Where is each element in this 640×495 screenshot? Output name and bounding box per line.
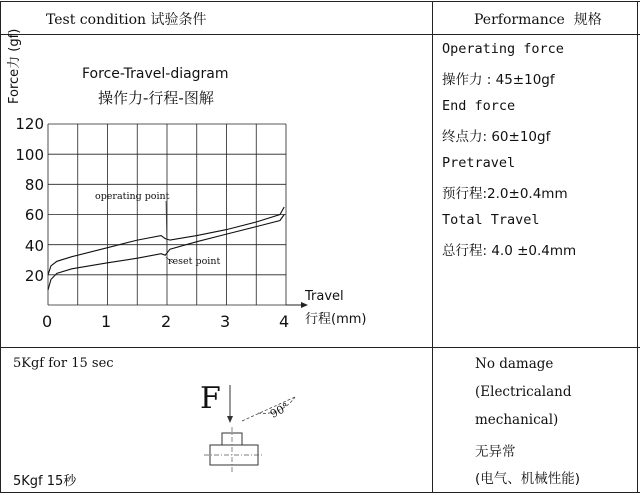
result-mechanical: mechanical)	[475, 412, 559, 428]
column-divider	[432, 1, 433, 493]
pretravel-label: Pretravel	[442, 155, 516, 171]
header-test-condition: Test condition 试验条件	[46, 12, 207, 28]
test2-condition-cn: 5Kgf 15秒	[13, 474, 77, 489]
x-axis-label-cn: 行程(mm)	[305, 312, 367, 327]
y-tick-20: 20	[24, 267, 44, 285]
chart-title: Force-Travel-diagram	[82, 66, 229, 82]
reset-point-label: reset point	[168, 256, 221, 267]
force-test-drawing	[200, 383, 340, 473]
y-tick-80: 80	[24, 176, 44, 194]
y-tick-100: 100	[15, 146, 44, 164]
force-letter-f: F	[200, 381, 221, 416]
header-performance: Performance 规格	[474, 12, 602, 28]
y-tick-120: 120	[15, 115, 44, 133]
result-no-damage: No damage	[475, 356, 554, 372]
result-cn-1: 无异常	[475, 444, 516, 460]
y-axis-label-force: Force力 (gf)	[7, 28, 22, 104]
test2-condition-en: 5Kgf for 15 sec	[13, 356, 114, 371]
total-travel-value: 总行程: 4.0 ±0.4mm	[442, 243, 577, 259]
end-force-value: 终点力: 60±10gf	[442, 129, 551, 145]
row-divider	[0, 347, 640, 348]
x-tick-3: 3	[220, 312, 231, 331]
operating-force-label: Operating force	[442, 41, 564, 57]
x-tick-0: 0	[42, 312, 53, 331]
total-travel-label: Total Travel	[442, 212, 540, 228]
chart-grid	[48, 124, 308, 308]
x-axis-label-travel: Travel	[305, 289, 344, 304]
end-force-label: End force	[442, 98, 516, 114]
result-cn-2: (电气、机械性能)	[475, 471, 581, 487]
x-tick-2: 2	[161, 312, 172, 331]
angle-label: 90°	[268, 400, 292, 421]
table-bottom-border	[0, 492, 640, 493]
table-top-border	[0, 1, 640, 2]
y-tick-40: 40	[24, 237, 44, 255]
result-electrical: (Electricaland	[475, 384, 572, 400]
force-arrow-head	[227, 416, 233, 423]
x-tick-1: 1	[101, 312, 112, 331]
force-curve-2	[48, 215, 284, 290]
x-tick-4: 4	[279, 312, 290, 331]
pretravel-value: 预行程:2.0±0.4mm	[442, 186, 568, 202]
y-tick-60: 60	[24, 206, 44, 224]
chart-subtitle: 操作力-行程-图解	[98, 89, 214, 107]
table-right-border	[637, 1, 638, 493]
operating-force-value: 操作力 : 45±10gf	[442, 72, 555, 88]
operating-point-label: operating point	[95, 191, 170, 202]
